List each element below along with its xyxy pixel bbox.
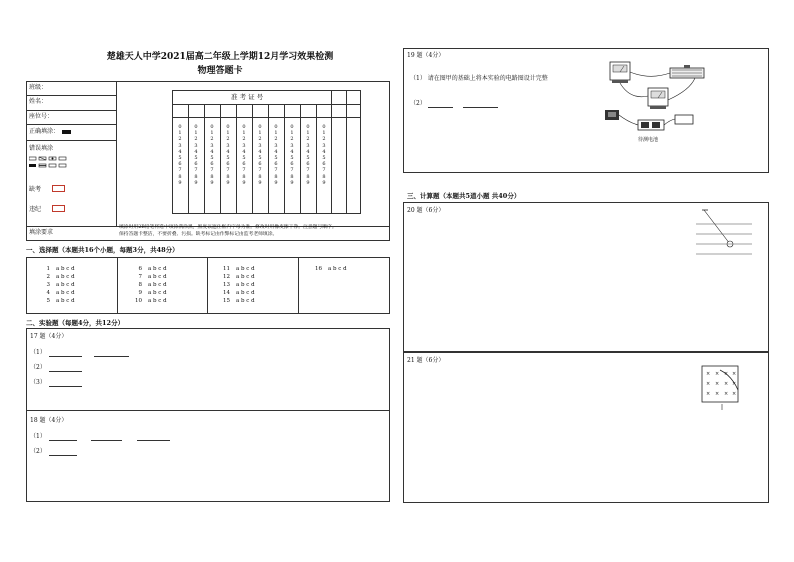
admission-digit-column[interactable]: 0 1 2 3 4 5 6 7 8 9	[274, 124, 278, 186]
mc-row[interactable]: 13 a b c d	[223, 282, 255, 288]
absent-label: 缺考	[29, 186, 42, 193]
svg-text:×: ×	[706, 381, 711, 387]
q20-label: 20 题（6分）	[407, 207, 445, 214]
absent-mark-box[interactable]	[52, 185, 65, 192]
admission-label: 准 考 证 号	[231, 93, 264, 101]
q19-part1-text: （1） 请在图甲的基础上将本实验的电路图设计完整	[410, 75, 548, 82]
page-title: 楚雄天人中学2021届高二年级上学期12月学习效果检测	[106, 52, 334, 62]
admission-digit-column[interactable]: 0 1 2 3 4 5 6 7 8 9	[290, 124, 294, 186]
correct-fill-sample	[62, 130, 71, 134]
q18-blank-1-label: （1）	[30, 433, 46, 440]
section3-title: 三、计算题（本题共5道小题 共40分）	[407, 192, 521, 200]
correct-fill-label: 正确填涂：	[29, 128, 60, 135]
svg-text:×: ×	[715, 381, 720, 387]
svg-text:×: ×	[732, 391, 737, 397]
page-subtitle: 物理答题卡	[197, 66, 243, 76]
admission-digit-column[interactable]: 0 1 2 3 4 5 6 7 8 9	[178, 124, 182, 186]
mc-row[interactable]: 14 a b c d	[223, 290, 255, 296]
mc-row[interactable]: 16 a b c d	[315, 266, 347, 272]
svg-text:×: ×	[724, 381, 729, 387]
mc-row[interactable]: 8 a b c d	[138, 282, 167, 288]
q18-answer-2[interactable]	[49, 455, 77, 456]
q17-answer-2[interactable]	[49, 371, 82, 372]
q18-label: 18 题（4分）	[30, 417, 68, 424]
mc-row[interactable]: 3 a b c d	[46, 282, 75, 288]
q21-magnetic-field-figure	[700, 364, 742, 412]
mc-row[interactable]: 9 a b c d	[138, 290, 167, 296]
svg-text:×: ×	[732, 381, 737, 387]
admission-digit-column[interactable]: 0 1 2 3 4 5 6 7 8 9	[226, 124, 230, 186]
admission-digit-column[interactable]: 0 1 2 3 4 5 6 7 8 9	[194, 124, 198, 186]
experiment-answer-area	[26, 328, 390, 502]
q17-answer-1b[interactable]	[94, 356, 129, 357]
q17-blank-1-label: （1）	[30, 349, 46, 356]
svg-text:×: ×	[706, 371, 711, 377]
seat-label: 座位号：	[29, 113, 54, 120]
mc-row[interactable]: 7 a b c d	[138, 274, 167, 280]
admission-digit-column[interactable]: 0 1 2 3 4 5 6 7 8 9	[242, 124, 246, 186]
violation-mark-box[interactable]	[52, 205, 65, 212]
admission-digit-column[interactable]: 0 1 2 3 4 5 6 7 8 9	[306, 124, 310, 186]
q17-blank-3-label: （3）	[30, 379, 46, 386]
section1-title: 一、选择题（本题共16个小题，每题3分，共48分）	[26, 246, 179, 254]
admission-digit-column[interactable]: 0 1 2 3 4 5 6 7 8 9	[322, 124, 326, 186]
svg-text:×: ×	[732, 371, 737, 377]
wrong-fill-samples	[29, 156, 79, 170]
q18-answer-1b[interactable]	[91, 440, 122, 441]
admission-digit-column[interactable]: 0 1 2 3 4 5 6 7 8 9	[258, 124, 262, 186]
mc-row[interactable]: 2 a b c d	[46, 274, 75, 280]
q17-blank-2-label: （2）	[30, 364, 46, 371]
q19-answer-2b[interactable]	[463, 107, 498, 108]
svg-text:×: ×	[706, 391, 711, 397]
q18-blank-2-label: （2）	[30, 448, 46, 455]
q19-answer-2a[interactable]	[428, 107, 453, 108]
q19-part2-label: （2）	[410, 100, 426, 107]
mc-row[interactable]: 10 a b c d	[135, 298, 167, 304]
admission-digit-column[interactable]: 0 1 2 3 4 5 6 7 8 9	[210, 124, 214, 186]
circuit-apparatus-figure	[600, 60, 710, 140]
mc-row[interactable]: 5 a b c d	[46, 298, 75, 304]
mc-row[interactable]: 1 a b c d	[46, 266, 75, 272]
wrong-fill-label: 错误填涂	[29, 145, 54, 152]
mc-row[interactable]: 6 a b c d	[138, 266, 167, 272]
q21-label: 21 题（6分）	[407, 357, 445, 364]
section2-title: 二、实验题（每题4分，共12分）	[26, 319, 125, 327]
q17-label: 17 题（4分）	[30, 333, 68, 340]
mc-row[interactable]: 4 a b c d	[46, 290, 75, 296]
mc-row[interactable]: 15 a b c d	[223, 298, 255, 304]
fill-requirements-text-1: 填涂时用2B铅笔将选中项涂满涂黑，黑度以遮住框内字母为准。修改时用橡皮擦干净。注意题号顺序。	[119, 225, 337, 230]
q19-answer-area	[403, 48, 769, 173]
mc-row[interactable]: 11 a b c d	[223, 266, 255, 272]
fill-requirements-text-2: 保持答题卡整洁，不要折叠、污损。缺考标记由作弊标记由监考老师填涂。	[119, 232, 278, 237]
svg-text:×: ×	[715, 371, 720, 377]
q18-answer-1c[interactable]	[137, 440, 170, 441]
q18-answer-1a[interactable]	[49, 440, 77, 441]
q19-label: 19 题（4分）	[407, 52, 445, 59]
battery-label: 待测电池	[638, 137, 659, 143]
svg-text:×: ×	[715, 391, 720, 397]
class-label: 班级：	[29, 84, 48, 91]
q17-answer-1a[interactable]	[49, 356, 82, 357]
svg-text:×: ×	[724, 391, 729, 397]
q17-answer-3[interactable]	[49, 386, 82, 387]
mc-row[interactable]: 12 a b c d	[223, 274, 255, 280]
fill-requirements-label: 填涂要求	[29, 229, 54, 236]
name-label: 姓名：	[29, 98, 48, 105]
svg-text:×: ×	[724, 371, 729, 377]
q20-pendulum-figure	[694, 206, 754, 258]
violation-label: 违纪	[29, 206, 42, 213]
